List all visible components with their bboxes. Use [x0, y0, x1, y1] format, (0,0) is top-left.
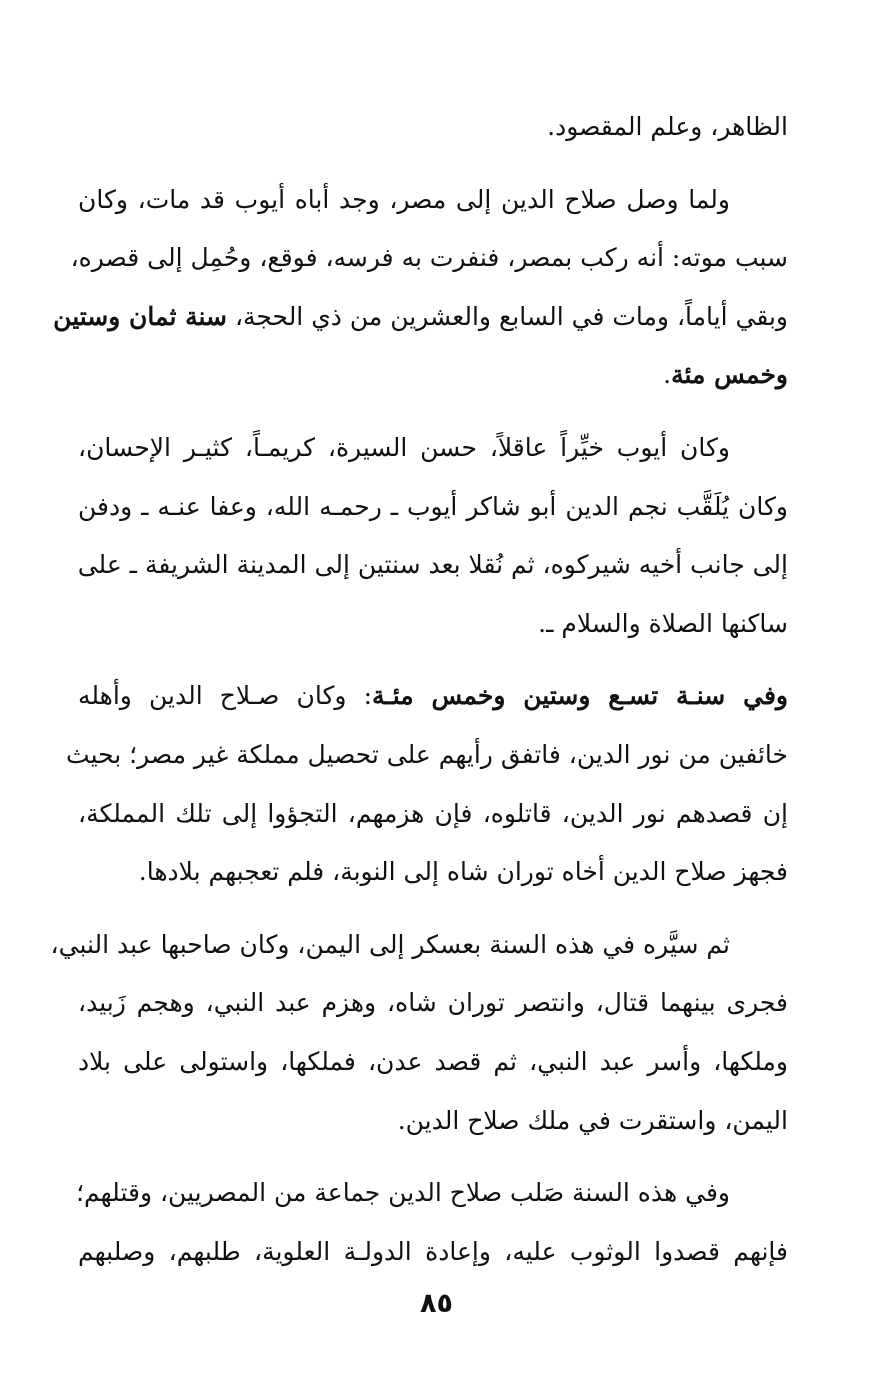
body-text [50, 98, 788, 1281]
text-run: سبب موته: أنه ركب بمصر، فنفرت به فرسه، فوقع، وحُمِل إلى قصره، [70, 243, 788, 273]
paragraph-gap [78, 1150, 788, 1164]
paragraph [50, 916, 788, 1150]
text-run: إلى جانب أخيه شيركوه، ثم نُقلا بعد سنتين إلى المدينة الشريفة ـ على [77, 550, 788, 580]
text-line [78, 1033, 788, 1092]
text-line [66, 726, 788, 785]
bold-text: سنة ثمان وستين [53, 301, 227, 331]
paragraph-gap [78, 405, 788, 419]
text-line [78, 536, 788, 595]
paragraph [66, 667, 788, 901]
paragraph-gap [78, 157, 788, 171]
text-run: ولما وصل صلاح الدين إلى مصر، وجد أباه أيوب قد مات، وكان [78, 184, 730, 214]
page-number: ٨٥ [420, 1288, 453, 1319]
paragraph [78, 1164, 788, 1281]
bold-text: وفي سنـة تسـع وستين وخمس مئـة [372, 681, 788, 711]
text-run: : وكان صـلاح الدين وأهله [78, 681, 372, 711]
text-run: وفي هذه السنة صَلب صلاح الدين جماعة من المصريين، وقتلهم؛ [76, 1178, 730, 1208]
text-run: ساكنها الصلاة والسلام ـ. [538, 608, 788, 638]
paragraph-gap [78, 653, 788, 667]
text-line [78, 1223, 788, 1282]
text-run: ثم سيَّره في هذه السنة بعسكر إلى اليمن، وكان صاحبها عبد النبي، [50, 929, 730, 959]
text-line [78, 595, 788, 654]
text-run: فإنهم قصدوا الوثوب عليه، وإعادة الدولـة العلوية، طلبهم، وصلبهم [78, 1236, 788, 1266]
text-run: خائفين من نور الدين، فاتفق رأيهم على تحصيل مملكة غير مصر؛ بحيث [66, 739, 788, 769]
paragraph [53, 171, 788, 405]
text-line [78, 974, 788, 1033]
text-line [78, 785, 788, 844]
text-line [50, 916, 788, 975]
text-line [78, 667, 788, 726]
text-run: وملكها، وأسر عبد النبي، ثم قصد عدن، فملكها، واستولى على بلاد [78, 1046, 788, 1076]
paragraph-gap [78, 902, 788, 916]
text-run: فجرى بينهما قتال، وانتصر توران شاه، وهزم عبد النبي، وهجم زَبيد، [78, 988, 788, 1018]
text-line [78, 478, 788, 537]
text-line [78, 1092, 788, 1151]
paragraph [78, 98, 788, 157]
text-run: . [663, 360, 672, 390]
text-line [78, 346, 788, 405]
text-run: وكان يُلَقَّب نجم الدين أبو شاكر أيوب ـ رحمـه الله، وعفا عنـه ـ ودفن [78, 491, 788, 521]
text-line [53, 288, 788, 347]
text-run: فجهز صلاح الدين أخاه توران شاه إلى النوبة، فلم تعجبهم بلادها. [138, 857, 788, 887]
text-run: الظاهر، وعلم المقصود. [547, 112, 788, 141]
text-run: وبقي أياماً، ومات في السابع والعشرين من ذي الحجة، [227, 301, 788, 331]
text-line [78, 843, 788, 902]
bold-text: وخمس مئة [671, 360, 788, 390]
paragraph [78, 419, 788, 653]
text-line [78, 98, 788, 157]
text-line [78, 1164, 788, 1223]
text-run: وكان أيوب خيِّراً عاقلاً، حسن السيرة، كريمـاً، كثيـر الإحسان، [78, 432, 730, 462]
text-line [70, 229, 788, 288]
text-run: اليمن، واستقرت في ملك صلاح الدين. [397, 1105, 788, 1135]
text-run: إن قصدهم نور الدين، قاتلوه، فإن هزمهم، التجؤوا إلى تلك المملكة، [78, 798, 788, 828]
text-line [78, 419, 788, 478]
text-line [78, 171, 788, 230]
